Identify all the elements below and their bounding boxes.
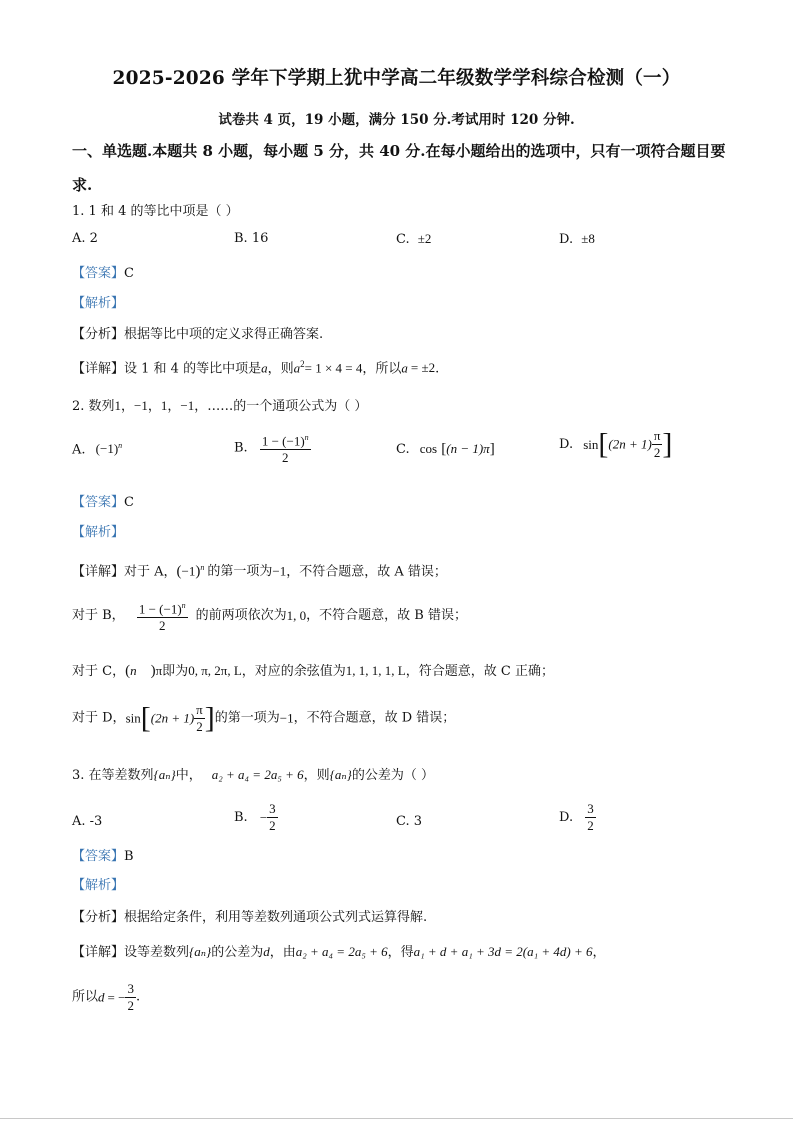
q3-stem-eq: a₂ + a₄ = 2a₅ + 6 <box>211 767 304 782</box>
answer-tag: 【答案】 <box>72 495 125 510</box>
q2-d2-num: 1 − (−1) <box>138 601 182 617</box>
q2-d2-fraction: $\frac{1 - (-1)^n}{2}$ <box>138 601 186 634</box>
q3-option-c: C. 3 <box>396 814 423 829</box>
q3-detail-eq-2: a₁ + d + a₁ + 3d = 2(a₁ + 4d) + 6 <box>413 944 593 959</box>
q2-d4-func: sin <box>125 710 141 726</box>
q2-d3-text-a: 对于 C， <box>72 664 126 679</box>
q1-fenxi-text: 根据等比中项的定义求得正确答案. <box>124 327 324 342</box>
q3-so-end: . <box>135 989 141 1005</box>
q3-detail-text-e: ， <box>592 945 606 960</box>
q2-answer-value: C <box>124 495 134 510</box>
detail-tag: 【详解】 <box>72 564 125 580</box>
q2-d2-den: 2 <box>137 617 188 634</box>
q2-detail-a: 【详解】对于 A，$(-1)^n$ 的第一项为−1，不符合题意，故 A 错误； <box>72 563 447 580</box>
fenxi-tag: 【分析】 <box>72 910 125 925</box>
q2-option-d-den: 2 <box>653 445 661 460</box>
q3-seq-2: {aₙ} <box>329 767 352 782</box>
q3-so-var: d <box>98 989 105 1005</box>
question-1-stem: 1. 1 和 4 的等比中项是（ ） <box>72 204 239 219</box>
q3-option-b-den: 2 <box>269 818 276 833</box>
q2-d2-text-a: 对于 B， <box>72 608 125 624</box>
q1-answer-value: C <box>124 266 134 281</box>
q1-option-c-label: C. <box>396 232 410 247</box>
page-bottom-divider <box>0 1118 793 1119</box>
q2-option-c: C. cos [(n − 1)π] <box>396 441 495 457</box>
q2-option-b-num: 1 − (−1) <box>261 433 305 449</box>
q3-detail <box>72 943 606 962</box>
q2-option-d-fraction <box>652 428 663 461</box>
section-heading: 一、单选题.本题共 8 小题，每小题 5 分，共 40 分.在每小题给出的选项中，只有一项符合题目要求. <box>72 142 726 194</box>
q1-fenxi <box>72 326 323 344</box>
q2-option-c-label: C. <box>396 442 410 457</box>
q2-d3-text-b: 即为 <box>162 664 189 679</box>
q2-option-c-arg: (n − 1)π <box>446 441 490 456</box>
q3-option-d-num: 3 <box>587 801 594 816</box>
q3-detail-text-b: 的公差为 <box>211 945 264 960</box>
q1-option-b: B. 16 <box>234 231 269 246</box>
q2-option-d-num: π <box>653 428 661 443</box>
q2-d4-value: −1 <box>279 710 294 726</box>
q1-detail: 【详解】设 1 和 4 的等比中项是a，则$a^2= 1 \times 4 = 4$，所以a = ±2. <box>72 359 440 377</box>
q2-answer <box>72 494 134 512</box>
q1-analysis-tag: 【解析】 <box>72 296 125 311</box>
q3-option-a: A. -3 <box>72 814 103 829</box>
q3-so-fraction <box>125 981 136 1014</box>
q3-seq: {aₙ} <box>153 767 176 782</box>
q1-eq-1: = 1 × 4 = 4 <box>304 360 363 376</box>
q3-so-eq: = − <box>107 989 126 1005</box>
detail-tag: 【详解】 <box>72 945 125 960</box>
q1-option-d-math: ±8 <box>581 231 595 246</box>
q1-option-d <box>559 231 595 247</box>
q2-analysis-tag: 【解析】 <box>72 525 125 540</box>
q3-detail-eq-1: a₂ + a₄ = 2a₅ + 6 <box>295 944 388 959</box>
q3-option-d-den: 2 <box>587 818 594 833</box>
q2-d2-text-b: 的前两项依次为 <box>195 608 287 624</box>
q3-so-den: 2 <box>127 998 134 1013</box>
q3-option-d-label: D. <box>559 810 574 825</box>
q3-stem-c: ，则 <box>303 768 330 783</box>
detail-tag: 【详解】 <box>72 361 125 377</box>
q2-stem-a: 2. 数列 <box>72 399 115 414</box>
q2-option-c-func: cos <box>419 441 438 456</box>
q2-detail-b <box>72 598 467 634</box>
q3-detail-var: d <box>263 944 270 959</box>
q2-d3-value: 0, π, 2π, L <box>188 663 242 678</box>
q2-d1-value: −1 <box>272 563 287 579</box>
q1-exp: 2 <box>300 359 305 369</box>
answer-tag: 【答案】 <box>72 849 125 864</box>
q3-stem-d: 的公差为（ ） <box>351 768 434 783</box>
q3-fenxi-text: 根据给定条件，利用等差数列通项公式列式运算得解. <box>124 910 428 925</box>
question-3-stem <box>72 766 434 785</box>
q2-option-a-label: A. <box>72 442 86 458</box>
q3-so-num: 3 <box>127 981 134 996</box>
q2-d2-text-c: ，不符合题意，故 B 错误； <box>306 608 467 624</box>
q3-detail-seq: {aₙ} <box>189 944 212 959</box>
q3-detail-text-c: ，由 <box>269 945 296 960</box>
q2-option-a: A. $(-1)^n$ <box>72 441 123 458</box>
q2-d4-text-b: 的第一项为 <box>214 710 280 726</box>
q3-option-b-fraction <box>267 801 278 834</box>
q2-d4-arg: (2n + 1) <box>150 710 195 726</box>
q2-d2-value: 1, 0 <box>286 608 307 624</box>
q2-option-a-math: (−1) <box>95 441 119 457</box>
q2-option-b-fraction: $\frac{1 - (-1)^n}{2}$ <box>260 430 311 466</box>
q2-option-d: D. sin[(2n + 1) $\frac{\pi}{2}$ ] <box>559 427 673 461</box>
q2-d1-text-c: ，不符合题意，故 A 错误； <box>286 564 447 580</box>
q3-analysis-tag: 【解析】 <box>72 878 125 893</box>
q3-option-b-num: 3 <box>269 801 276 816</box>
q3-option-d <box>559 801 596 834</box>
fenxi-tag: 【分析】 <box>72 327 125 342</box>
q3-option-b: B. − $\frac{3}{2}$ <box>234 801 276 833</box>
q2-option-b <box>234 430 311 466</box>
q1-detail-text-b: ，则 <box>267 361 294 377</box>
q1-var-a: a <box>261 360 268 376</box>
q2-d4-text-c: ，不符合题意，故 D 错误； <box>293 710 456 726</box>
answer-tag: 【答案】 <box>72 266 125 281</box>
q2-detail-d: 对于 D，sin[(2n + 1) $\frac{\pi}{2}$ ]的第一项为−1，不符合题意，故 D 错误； <box>72 701 456 735</box>
q3-so: 所以 <box>72 989 99 1005</box>
q3-stem-a: 3. 在等差数列 <box>72 768 154 783</box>
q2-d4-den: 2 <box>196 719 203 734</box>
q2-stem-b: ，……的一个通项公式为（ ） <box>194 399 368 414</box>
q2-option-d-label: D. <box>559 437 574 452</box>
q2-d3-cos-values: 1, 1, 1, 1, L <box>345 663 406 678</box>
page-title: 2025-2026 学年下学期上犹中学高二年级数学学科综合检测（一） <box>112 68 681 89</box>
q1-option-a: A. 2 <box>72 231 98 246</box>
q1-eq-2: = ±2 <box>410 360 436 376</box>
exam-info: 试卷共 4 页，19 小题，满分 150 分.考试用时 120 分钟. <box>218 112 575 128</box>
q3-stem-b: 中， <box>175 768 202 783</box>
q2-d1-text-a: 对于 A， <box>124 564 177 580</box>
q3-detail-text-d: ，得 <box>387 945 414 960</box>
q3-answer-value: B <box>124 849 134 864</box>
q1-option-c <box>396 231 431 247</box>
q1-option-c-math: ±2 <box>417 231 432 246</box>
question-2-stem <box>72 397 367 416</box>
q2-d4-num: π <box>196 702 203 717</box>
q2-option-b-den: 2 <box>281 450 289 466</box>
q3-option-d-fraction <box>585 801 596 834</box>
q1-var-a-2: a <box>293 360 301 376</box>
q2-option-b-label: B. <box>234 440 248 456</box>
q2-seq: 1，−1，1，−1 <box>114 398 195 413</box>
q2-option-d-arg: (2n + 1) <box>608 436 652 452</box>
q3-answer <box>72 848 134 866</box>
q2-option-d-func: sin <box>583 436 599 452</box>
q2-d1-text-b: 的第一项为 <box>207 564 273 580</box>
q1-detail-text-c: ，所以 <box>362 361 402 377</box>
q1-var-a-3: a <box>401 360 408 376</box>
q2-d4-text-a: 对于 D， <box>72 710 126 726</box>
q3-conclusion <box>72 981 140 1014</box>
q2-d4-fraction <box>194 702 205 735</box>
q3-fenxi <box>72 909 427 927</box>
q1-option-d-label: D. <box>559 232 574 247</box>
q1-detail-text-a: 设 1 和 4 的等比中项是 <box>124 361 262 377</box>
q2-d3-text-d: ，符合题意，故 C 正确； <box>405 664 554 679</box>
q2-detail-c: 对于 C，(n )π即为0, π, 2π, L，对应的余弦值为1, 1, 1, 1, L，符合题意，故 C 正确； <box>72 663 554 679</box>
q1-answer <box>72 265 134 283</box>
q2-d3-text-c: ，对应的余弦值为 <box>241 664 346 679</box>
q3-option-b-label: B. <box>234 810 248 825</box>
q3-detail-text-a: 设等差数列 <box>124 945 190 960</box>
